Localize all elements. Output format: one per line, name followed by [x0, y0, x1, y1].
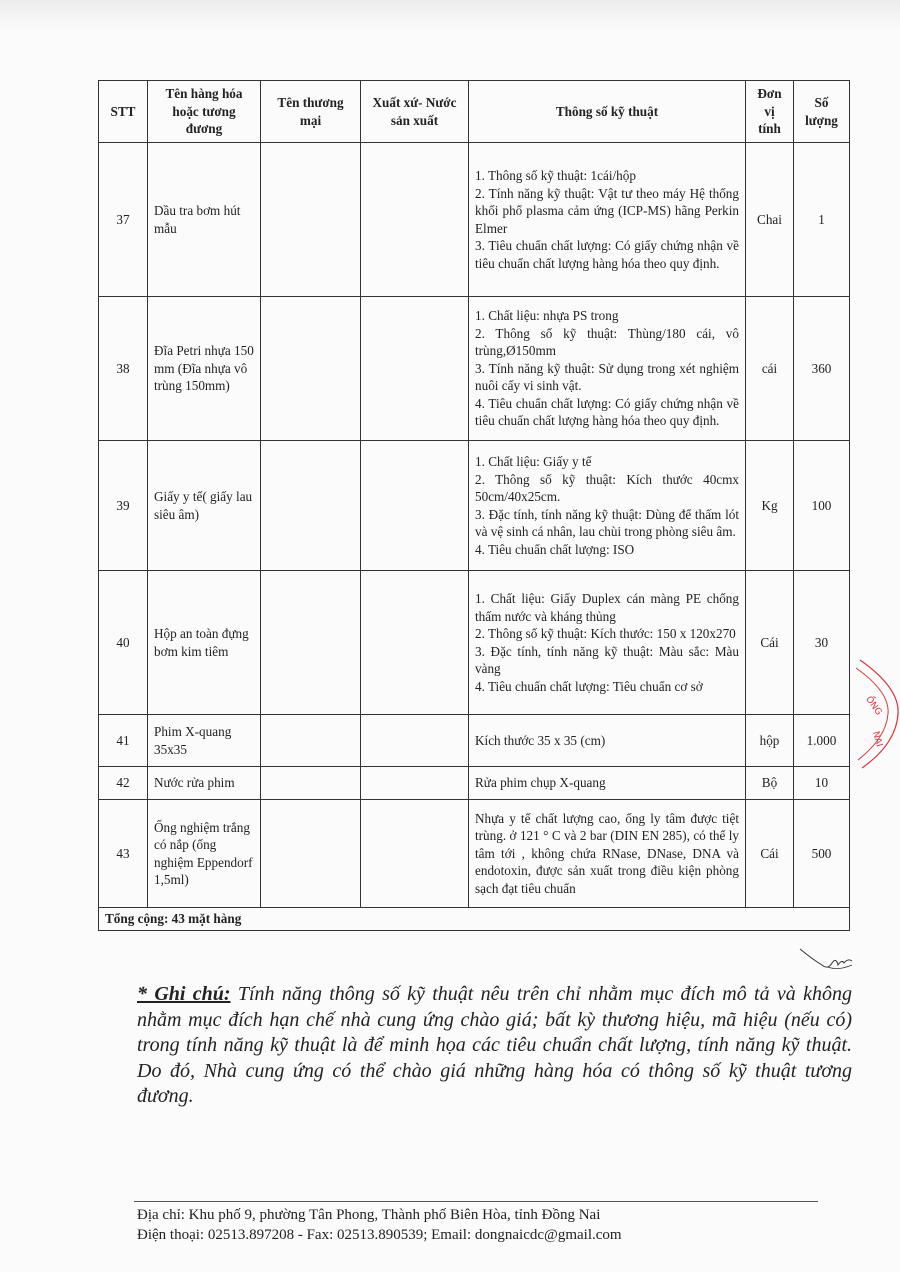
cell-spec: [469, 571, 746, 715]
cell-name: Nước rửa phim: [148, 767, 261, 800]
cell-unit: Chai: [746, 143, 794, 297]
spec-line: 2. Thông số kỹ thuật: Thùng/180 cái, vô trùng,Ø150mm: [475, 325, 739, 359]
cell-name: Dầu tra bơm hút mẫu: [148, 143, 261, 297]
spec-line: 3. Đặc tính, tính năng kỹ thuật: Màu sắc: Màu vàng: [475, 643, 739, 676]
cell-name: Ống nghiệm trắng có nắp (ống nghiệm Eppendorf 1,5ml): [148, 800, 261, 908]
cell-quantity: 10: [794, 767, 850, 800]
cell-origin: [361, 143, 469, 297]
total-row: [99, 908, 850, 931]
spec-line: 4. Tiêu chuẩn chất lượng: ISO: [475, 541, 635, 557]
header-unit: Đơn vị tính: [746, 81, 794, 143]
cell-spec: [469, 715, 746, 767]
cell-stt: 39: [99, 441, 148, 571]
cell-quantity: 1: [794, 143, 850, 297]
spec-line: 3. Đặc tính, tính năng kỹ thuật: Dùng để thấm lót và vệ sinh cá nhân, lau chùi trong phòng siêu âm.: [475, 506, 739, 539]
footer-contact: Điện thoại: 02513.897208 - Fax: 02513.890539; Email: dongnaicdc@gmail.com: [137, 1227, 622, 1243]
spec-table: [98, 80, 850, 931]
cell-stt: 43: [99, 800, 148, 908]
cell-origin: [361, 715, 469, 767]
footer: [137, 1205, 622, 1245]
cell-origin: [361, 800, 469, 908]
header-spec: Thông số kỹ thuật: [469, 81, 746, 143]
cell-quantity: 100: [794, 441, 850, 571]
table-row: [99, 297, 850, 441]
spec-line: 1. Chất liệu: nhựa PS trong: [475, 308, 619, 324]
cell-origin: [361, 767, 469, 800]
cell-stt: 37: [99, 143, 148, 297]
cell-unit: Kg: [746, 441, 794, 571]
cell-trade-name: [261, 767, 361, 800]
cell-spec: [469, 143, 746, 297]
cell-trade-name: [261, 297, 361, 441]
cell-spec: [469, 441, 746, 571]
note-paragraph: [137, 982, 852, 1110]
table-row: [99, 143, 850, 297]
spec-line: Nhựa y tế chất lượng cao, ống ly tâm được tiệt trùng. ở 121 ° C và 2 bar (DIN EN 285), có thể ly tâm tới , không chứa RNase, DNase, DNA và endotoxin, được sản xuất trong điều kiện phòng sạch đạt tiêu chuẩn: [475, 810, 739, 896]
cell-trade-name: [261, 800, 361, 908]
spec-line: 1. Chất liệu: Giấy y tế: [475, 454, 592, 469]
header-origin: Xuất xứ- Nước sản xuất: [361, 81, 469, 143]
table-row: [99, 715, 850, 767]
spec-line: Kích thước 35 x 35 (cm): [475, 732, 606, 748]
spec-line: 4. Tiêu chuẩn chất lượng: Tiêu chuẩn cơ sở: [475, 678, 703, 694]
table-row: [99, 767, 850, 800]
cell-unit: hộp: [746, 715, 794, 767]
cell-spec: [469, 767, 746, 800]
footer-divider: [134, 1201, 818, 1202]
cell-name: Phim X-quang 35x35: [148, 715, 261, 767]
cell-trade-name: [261, 571, 361, 715]
cell-spec: [469, 800, 746, 908]
total-label: Tổng cộng: 43 mặt hàng: [99, 908, 850, 931]
table-header-row: [99, 81, 850, 143]
cell-quantity: 30: [794, 571, 850, 715]
spec-line: Rửa phim chụp X-quang: [475, 775, 606, 791]
cell-unit: Cái: [746, 571, 794, 715]
spec-line: 2. Thông số kỹ thuật: Kích thước: 150 x 120x270: [475, 626, 736, 641]
cell-unit: Cái: [746, 800, 794, 908]
cell-stt: 41: [99, 715, 148, 767]
spec-line: 4. Tiêu chuẩn chất lượng: Có giấy chứng nhận về tiêu chuẩn chất lượng hàng hóa theo quy định.: [475, 395, 739, 429]
cell-quantity: 360: [794, 297, 850, 441]
spec-line: 3. Tính năng kỹ thuật: Sử dụng trong xét nghiệm nuôi cấy vi sinh vật.: [475, 360, 739, 394]
cell-stt: 40: [99, 571, 148, 715]
note-label: * Ghi chú:: [137, 983, 231, 1005]
cell-stt: 38: [99, 297, 148, 441]
cell-trade-name: [261, 715, 361, 767]
note-text: Tính năng thông số kỹ thuật nêu trên chỉ nhằm mục đích mô tả và không nhằm mục đích hạn chế nhà cung ứng chào giá; bất kỳ thương hiệu, mã hiệu (nếu có) trong tính năng kỹ thuật là để minh họa các tiêu chuẩn chất lượng, tính năng kỹ thuật. Do đó, Nhà cung ứng có thể chào giá những hàng hóa có thông số kỹ thuật tương đương.: [137, 983, 853, 1107]
handwritten-signature: [798, 945, 854, 975]
cell-quantity: 500: [794, 800, 850, 908]
cell-unit: cái: [746, 297, 794, 441]
spec-line: 2. Thông số kỹ thuật: Kích thước 40cmx 50cm/40x25cm.: [475, 471, 739, 504]
spec-line: 2. Tính năng kỹ thuật: Vật tư theo máy Hệ thống khối phổ plasma cảm ứng (ICP-MS) hãng Perkin Elmer: [475, 185, 739, 236]
header-stt: STT: [99, 81, 148, 143]
table-row: [99, 571, 850, 715]
cell-stt: 42: [99, 767, 148, 800]
spec-line: 1. Chất liệu: Giấy Duplex cán màng PE chống thấm nước và kháng thủng: [475, 591, 739, 624]
header-quantity: Số lượng: [794, 81, 850, 143]
cell-name: Đĩa Petri nhựa 150 mm (Đĩa nhựa vô trùng 150mm): [148, 297, 261, 441]
cell-origin: [361, 441, 469, 571]
spec-line: 3. Tiêu chuẩn chất lượng: Có giấy chứng nhận về tiêu chuẩn chất lượng hàng hóa theo quy định.: [475, 238, 739, 271]
cell-trade-name: [261, 143, 361, 297]
table-row: [99, 800, 850, 908]
cell-spec: [469, 297, 746, 441]
cell-quantity: 1.000: [794, 715, 850, 767]
header-trade-name: Tên thương mại: [261, 81, 361, 143]
cell-name: Hộp an toàn đựng bơm kim tiêm: [148, 571, 261, 715]
svg-text:NAI: NAI: [870, 730, 884, 748]
cell-origin: [361, 571, 469, 715]
cell-unit: Bộ: [746, 767, 794, 800]
spec-line: 1. Thông số kỹ thuật: 1cái/hộp: [475, 168, 636, 183]
svg-text:ỒNG: ỒNG: [863, 694, 884, 718]
cell-name: Giấy y tế( giấy lau siêu âm): [148, 441, 261, 571]
cell-trade-name: [261, 441, 361, 571]
cell-origin: [361, 297, 469, 441]
table-row: [99, 441, 850, 571]
header-name: Tên hàng hóa hoặc tương đương: [148, 81, 261, 143]
red-seal-stamp: [850, 658, 900, 770]
footer-address: Địa chỉ: Khu phố 9, phường Tân Phong, Thành phố Biên Hòa, tỉnh Đồng Nai: [137, 1207, 601, 1223]
table-body: [99, 143, 850, 908]
